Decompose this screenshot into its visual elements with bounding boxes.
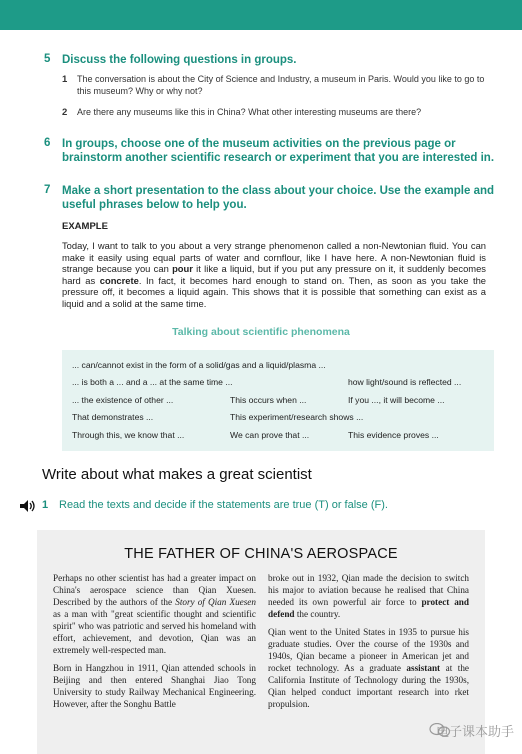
article-right-p2-part1: Qian went to the United States in 1935 to pursue his graduate studies. Over the course of the 1930s and 1940s, Qian became a pioneer in American jet and rocket technology. As a graduate xyxy=(268,627,469,673)
article-right-paragraph2 xyxy=(268,626,469,710)
watermark-text: 电子课本助手 xyxy=(435,724,514,739)
q7-number: 7 xyxy=(44,184,51,196)
phrase-row1: ... can/cannot exist in the form of a solid/gas and a liquid/plasma ... xyxy=(72,360,326,370)
q6-title: In groups, choose one of the museum activities on the previous page or brainstorm another scientific research or experiment that you are interested in. xyxy=(62,138,495,164)
article-left-paragraph1 xyxy=(53,572,256,656)
audio-speaker-icon[interactable] xyxy=(20,499,36,517)
top-color-bar xyxy=(0,0,522,30)
phrase-row5c: This evidence proves ... xyxy=(348,430,439,440)
example-text-part2: it like a liquid, but if you put any pressure on it, it suddenly becomes hard as xyxy=(62,263,486,286)
q5-item1-text: The conversation is about the City of Science and Industry, a museum in Paris. Would you like to go to this museum? Why or why not? xyxy=(77,74,485,96)
article-left-p1-part1: Perhaps no other scientist has had a greater impact on China's aerospace science than Qian Xuesen. Described by the authors of the xyxy=(53,573,256,607)
article-left-column xyxy=(53,572,256,716)
article-right-p2-part3: ket propulsion. xyxy=(268,687,469,709)
q7-title: Make a short presentation to the class about your choice. Use the example and useful phrases below to help you. xyxy=(62,185,495,211)
q5-item1-number: 1 xyxy=(62,74,68,85)
phrase-row2b: how light/sound is reflected ... xyxy=(348,377,462,387)
q6-number: 6 xyxy=(44,137,51,149)
article-left-paragraph2: Born in Hangzhou in 1911, Qian attended schools in Beijing and then entered Shanghai Jiao Tong University to study Railway Mechanical Engineering. However, after the Songhu Battle xyxy=(53,663,256,709)
article-right-p1-part2: the country. xyxy=(294,609,341,619)
phrases-title: Talking about scientific phenomena xyxy=(172,326,350,338)
article-right-paragraph1 xyxy=(268,572,469,620)
q5-number: 5 xyxy=(44,53,51,65)
phrase-row3b: This occurs when ... xyxy=(230,395,307,405)
article-left-p1-part2: as a man with "great scientific thought and scientific spirit" who was patriotic and served his homeland with effort, achievement, and devotion, Qian was an extremely well-respected man. xyxy=(53,609,256,655)
phrase-row4a: That demonstrates ... xyxy=(72,412,154,422)
article-title: THE FATHER OF CHINA'S AEROSPACE xyxy=(124,546,398,562)
article-keyword-protect: protect and defend xyxy=(268,597,470,619)
phrase-row3a: ... the existence of other ... xyxy=(72,395,174,405)
phrase-row2a: ... is both a ... and a ... at the same time ... xyxy=(72,377,233,387)
example-text-part1: Today, I want to talk to you about a very strange phenomenon called a non-Newtonian fluid. You can make it easily using equal parts of water and cornflour, like I have here. A non-Newtonian fluid is strange because you can xyxy=(62,240,486,275)
example-label: EXAMPLE xyxy=(62,221,108,232)
article-keyword-assistant: assistant xyxy=(406,663,441,673)
q5-item2-text: Are there any museums like this in China? What other interesting museums are there? xyxy=(77,107,422,117)
example-keyword-concrete: concrete xyxy=(99,274,139,286)
article-right-p2-part2: at the California Institute of Technology during the 1930s, Qian helped conduct important research into r xyxy=(268,663,469,697)
q5-title: Discuss the following questions in groups. xyxy=(62,54,297,66)
article-right-column xyxy=(268,572,469,716)
phrase-row4b: This experiment/research shows ... xyxy=(230,412,364,422)
example-paragraph xyxy=(62,240,486,310)
article-right-p1-part1: broke out in 1932, Qian made the decision to switch his major to aviation because he realised that China needed its own powerful air force to xyxy=(268,573,469,607)
phrase-row5a: Through this, we know that ... xyxy=(72,430,185,440)
reading-task-instruction: Read the texts and decide if the statements are true (T) or false (F). xyxy=(59,499,388,511)
writing-section-heading: Write about what makes a great scientist xyxy=(42,466,312,483)
q5-item2-number: 2 xyxy=(62,107,68,118)
example-text-part3: . In fact, it becomes hard enough to stand on. Then, as soon as you take the pressure off, it becomes a liquid again. This shows that it is possible that something can exist as a liquid and a solid at the same time. xyxy=(62,274,486,309)
example-keyword-pour: pour xyxy=(172,263,193,275)
phrase-row3c: If you ..., it will become ... xyxy=(348,395,445,405)
phrase-row5b: We can prove that ... xyxy=(230,430,310,440)
phrases-box xyxy=(62,350,494,451)
article-book-title: Story of Qian Xuesen xyxy=(175,597,256,607)
reading-task-number: 1 xyxy=(42,499,49,511)
